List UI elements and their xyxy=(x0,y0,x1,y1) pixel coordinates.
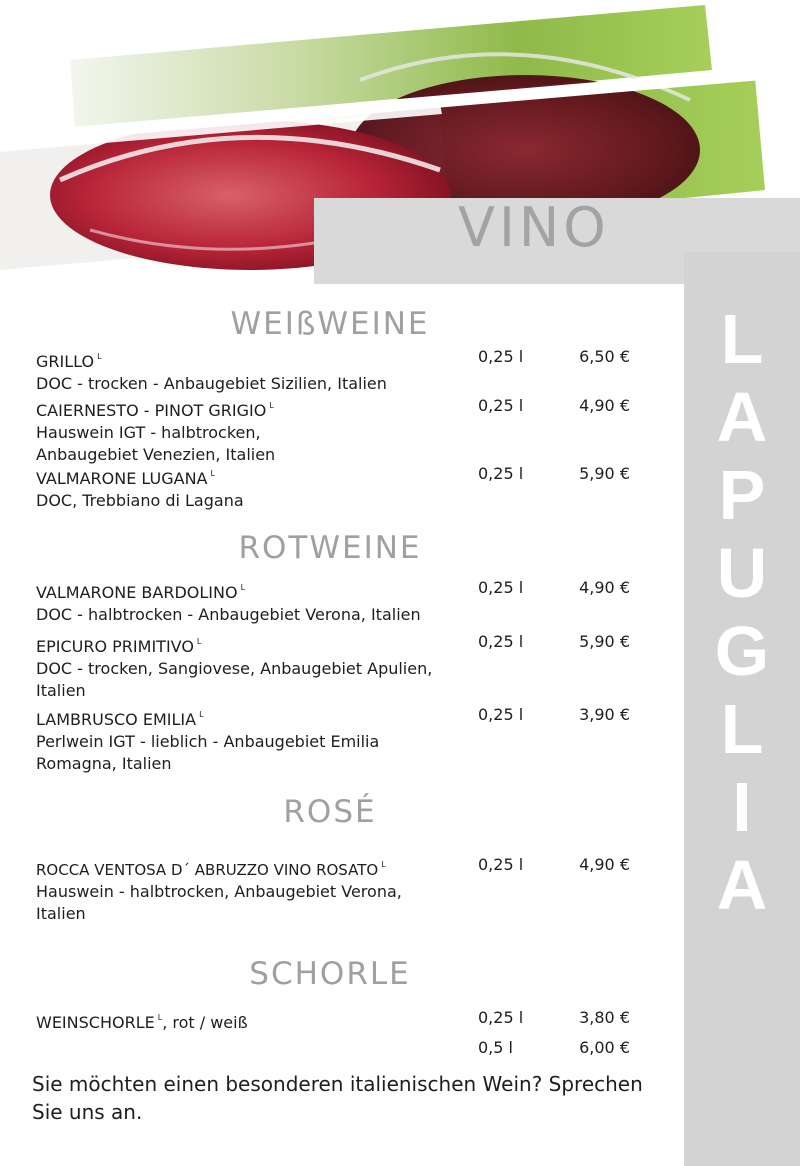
side-letter: I xyxy=(732,768,752,846)
item-price: 4,90 € xyxy=(579,855,630,874)
side-letter: A xyxy=(716,846,768,924)
item-description: DOC, Trebbiano di Lagana xyxy=(36,491,244,510)
item-volume: 0,25 l xyxy=(478,1008,524,1027)
menu-item xyxy=(36,346,636,395)
menu-item xyxy=(36,577,636,626)
section-title-rotweine: ROTWEINE xyxy=(238,530,422,566)
item-price: 3,90 € xyxy=(579,705,630,724)
item-name: LAMBRUSCO EMILIA $^L$ xyxy=(36,710,204,729)
item-price: 4,90 € xyxy=(579,396,630,415)
menu-item xyxy=(36,1007,636,1034)
item-price: 5,90 € xyxy=(579,632,630,651)
side-letter: L xyxy=(720,690,764,768)
item-name: ROCCA VENTOSA D´ ABRUZZO VINO ROSATO $^L$ xyxy=(36,860,386,879)
item-description: DOC - trocken - Anbaugebiet Sizilien, Italien xyxy=(36,374,387,393)
side-letter: A xyxy=(716,378,768,456)
item-volume: 0,25 l xyxy=(478,464,524,483)
item-description: Perlwein IGT - lieblich - Anbaugebiet Emilia Romagna, Italien xyxy=(36,732,380,773)
item-description: Hauswein IGT - halbtrocken, Anbaugebiet Venezien, Italien xyxy=(36,423,276,464)
item-name: CAIERNESTO - PINOT GRIGIO $^L$ xyxy=(36,401,274,420)
item-name: VALMARONE BARDOLINO $^L$ xyxy=(36,583,246,602)
side-label xyxy=(684,300,800,924)
item-description: DOC - trocken, Sangiovese, Anbaugebiet Apulien, Italien xyxy=(36,659,433,700)
side-letter: P xyxy=(718,456,766,534)
side-letter: L xyxy=(720,300,764,378)
item-volume: 0,25 l xyxy=(478,855,524,874)
footer-note xyxy=(32,1070,652,1126)
item-price: 6,00 € xyxy=(579,1038,630,1057)
side-letter: U xyxy=(716,534,768,612)
item-volume: 0,5 l xyxy=(478,1038,513,1057)
item-volume: 0,25 l xyxy=(478,347,524,366)
menu-item xyxy=(36,704,636,775)
item-price: 5,90 € xyxy=(579,464,630,483)
footer-text: Sie möchten einen besonderen italienischen Wein? Sprechen Sie uns an. xyxy=(32,1072,643,1124)
side-letter: G xyxy=(714,612,770,690)
item-description: Hauswein - halbtrocken, Anbaugebiet Verona, Italien xyxy=(36,882,402,923)
item-name: VALMARONE LUGANA $^L$ xyxy=(36,469,215,488)
menu-item xyxy=(36,854,636,925)
menu-item xyxy=(36,395,636,466)
section-title-rose: ROSÉ xyxy=(283,794,377,830)
item-volume: 0,25 l xyxy=(478,396,524,415)
item-volume: 0,25 l xyxy=(478,705,524,724)
item-volume: 0,25 l xyxy=(478,632,524,651)
item-price: 6,50 € xyxy=(579,347,630,366)
item-price: 3,80 € xyxy=(579,1008,630,1027)
item-price: 4,90 € xyxy=(579,578,630,597)
section-title-schorle: SCHORLE xyxy=(249,956,411,992)
item-description: DOC - halbtrocken - Anbaugebiet Verona, Italien xyxy=(36,605,421,624)
item-name: WEINSCHORLE $^L$, rot / weiß xyxy=(36,1013,248,1032)
section-title-weissweine: WEIßWEINE xyxy=(230,306,430,342)
page-title: VINO xyxy=(458,196,610,259)
item-volume: 0,25 l xyxy=(478,578,524,597)
item-name: GRILLO $^L$ xyxy=(36,352,102,371)
menu-item xyxy=(36,631,636,702)
menu-item xyxy=(36,463,636,512)
item-name: EPICURO PRIMITIVO $^L$ xyxy=(36,637,202,656)
